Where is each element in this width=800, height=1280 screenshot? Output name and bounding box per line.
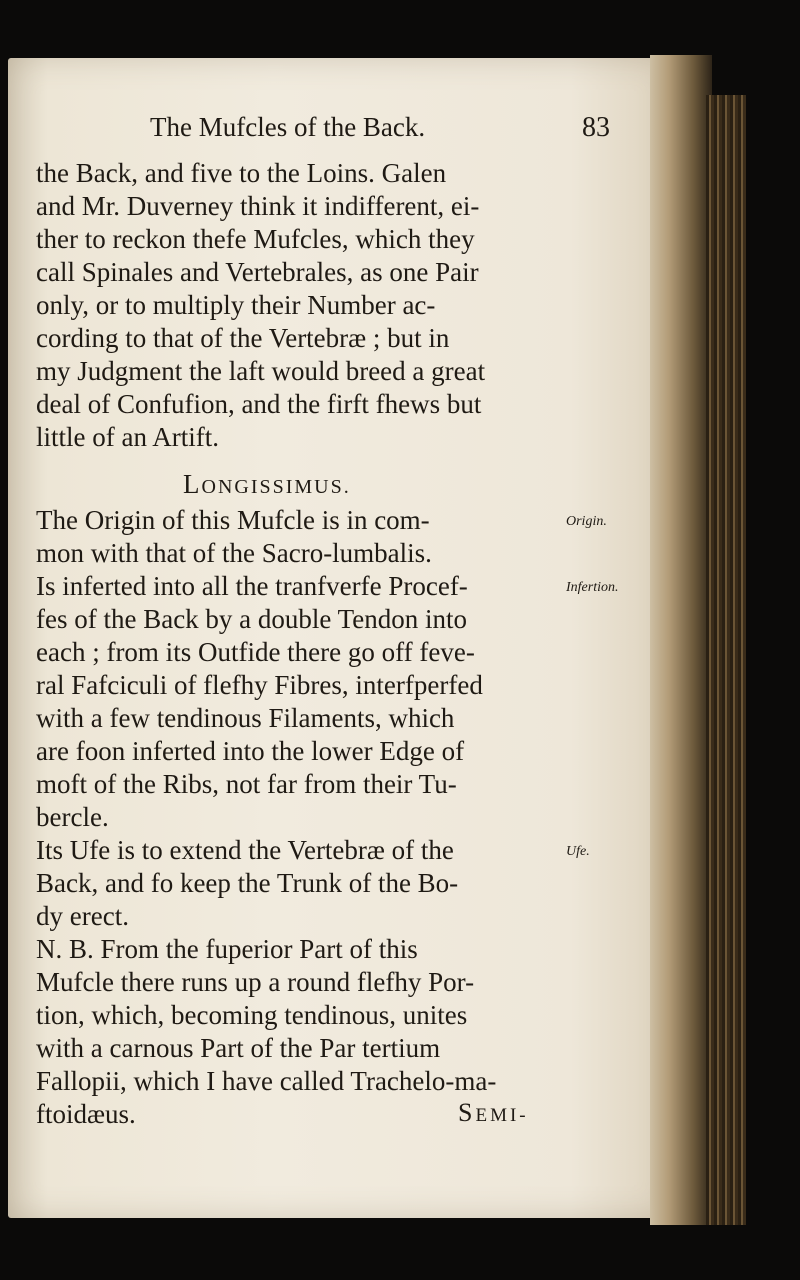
text-line: are foon inferted into the lower Edge of <box>36 736 465 766</box>
text-line: N. B. From the fuperior Part of this <box>36 934 418 964</box>
text-line: fes of the Back by a double Tendon into <box>36 604 468 634</box>
text-line: cording to that of the Vertebræ ; but in <box>36 323 450 353</box>
paragraph-top <box>36 157 556 454</box>
margin-note-origin: Origin. <box>566 514 607 529</box>
catchword-rest: EMI- <box>475 1105 529 1126</box>
page-gutter <box>650 55 712 1225</box>
text-line: with a few tendinous Filaments, which <box>36 703 455 733</box>
text-line: Its Ufe is to extend the Vertebræ of the <box>36 835 454 865</box>
paragraph-main <box>36 504 556 1131</box>
text-line: the Back, and five to the Loins. Galen <box>36 158 447 188</box>
text-line: moft of the Ribs, not far from their Tu- <box>36 769 457 799</box>
section-heading <box>183 469 351 500</box>
text-line: call Spinales and Vertebrales, as one Pair <box>36 257 479 287</box>
text-line: mon with that of the Sacro-lumbalis. <box>36 538 432 568</box>
text-line: The Origin of this Mufcle is in com- <box>36 505 430 535</box>
text-line: ral Fafciculi of flefhy Fibres, interfperfed <box>36 670 483 700</box>
heading-rest: ONGISSIMUS. <box>201 476 351 498</box>
scan-background-top <box>0 0 800 58</box>
text-line: bercle. <box>36 802 109 832</box>
page-number: 83 <box>582 112 610 143</box>
page-header <box>150 112 610 152</box>
text-line: Fallopii, which I have called Trachelo-ma- <box>36 1066 497 1096</box>
book-edge <box>706 95 746 1225</box>
text-line: with a carnous Part of the Par tertium <box>36 1033 441 1063</box>
text-line: each ; from its Outfide there go off feve- <box>36 637 475 667</box>
text-line: dy erect. <box>36 901 129 931</box>
running-title: The Mufcles of the Back. <box>150 112 426 142</box>
margin-note-use: Ufe. <box>566 844 590 859</box>
text-line: my Judgment the laft would breed a great <box>36 356 486 386</box>
text-line: Is inferted into all the tranfverfe Procef- <box>36 571 468 601</box>
text-line: Mufcle there runs up a round flefhy Por- <box>36 967 475 997</box>
text-line: tion, which, becoming tendinous, unites <box>36 1000 468 1030</box>
catchword-initial: S <box>458 1098 476 1127</box>
text-line: only, or to multiply their Number ac- <box>36 290 436 320</box>
text-line: deal of Confufion, and the firft fhews but <box>36 389 482 419</box>
text-line: little of an Artift. <box>36 422 219 452</box>
heading-initial: L <box>183 469 202 499</box>
margin-note-insertion: Infertion. <box>566 580 619 595</box>
text-line: and Mr. Duverney think it indifferent, ei- <box>36 191 480 221</box>
text-line: Back, and fo keep the Trunk of the Bo- <box>36 868 459 898</box>
text-line: ftoidæus. <box>36 1099 136 1129</box>
catchword <box>458 1098 529 1128</box>
text-line: ther to reckon thefe Mufcles, which they <box>36 224 475 254</box>
